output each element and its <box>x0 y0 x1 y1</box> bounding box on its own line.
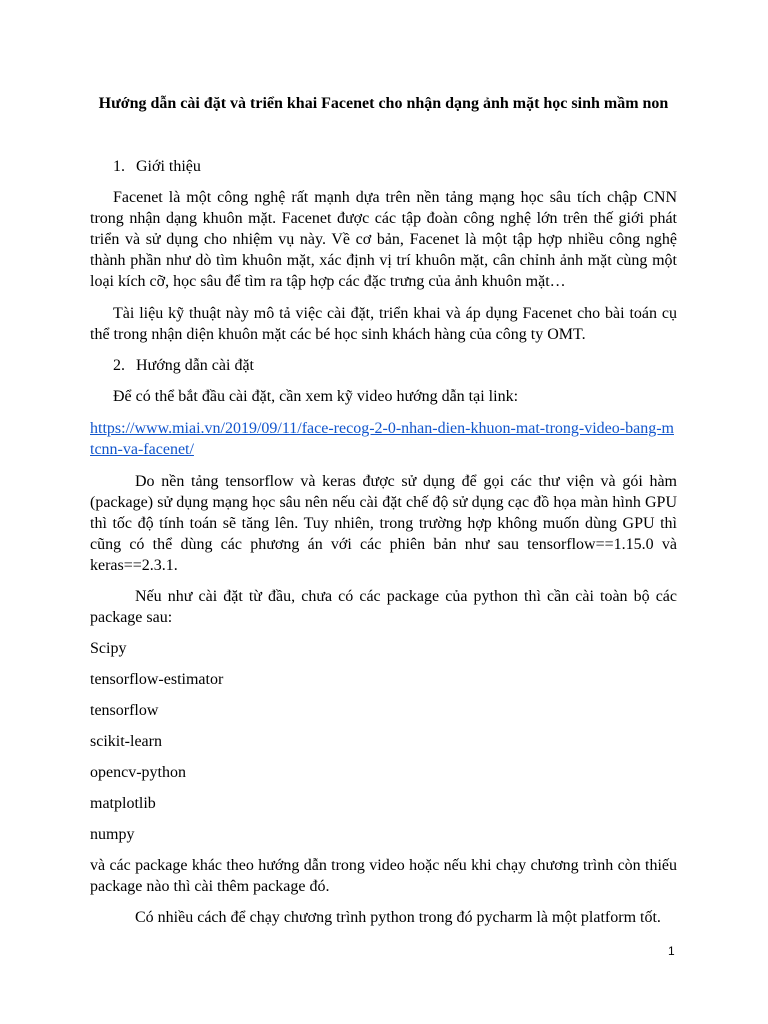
tutorial-link[interactable]: https://www.miai.vn/2019/09/11/face-recog-2-0-nhan-dien-khuon-mat-trong-video-bang-mtcnn-va-facenet/ <box>90 420 674 458</box>
paragraph-tensorflow-gpu: Do nền tảng tensorflow và keras được sử dụng để gọi các thư viện và gói hàm (package) sử dụng mạng học sâu nên nếu cài đặt chế độ sử dụng cạc đồ họa màn hình GPU thì tốc độ tính toán sẽ tăng lên. Tuy nhiên, trong trường hợp không muốn dùng GPU thì cũng có thể dùng các phương án với các phiên bản như sau tensorflow==1.15.0 và keras==2.3.1. <box>90 473 677 574</box>
paragraph-other-packages: và các package khác theo hướng dẫn trong video hoặc nếu khi chạy chương trình còn thiếu package nào thì cài thêm package đó. <box>90 857 677 895</box>
section-number: 1. <box>113 158 125 175</box>
package-item: numpy <box>90 826 135 843</box>
package-item: tensorflow <box>90 702 159 719</box>
package-item: tensorflow-estimator <box>90 671 224 688</box>
package-item: opencv-python <box>90 764 186 781</box>
paragraph-document-purpose: Tài liệu kỹ thuật này mô tả việc cài đặt, triển khai và áp dụng Facenet cho bài toán cụ thể trong nhận diện khuôn mặt các bé học sinh khách hàng của công ty OMT. <box>90 305 677 343</box>
document-body <box>90 94 677 928</box>
page-number: 1 <box>668 944 675 958</box>
section-number: 2. <box>113 357 125 374</box>
paragraph-facenet-intro: Facenet là một công nghệ rất mạnh dựa trên nền tảng mạng học sâu tích chập CNN trong nhận dạng khuôn mặt. Facenet được các tập đoàn công nghệ lớn trên thế giới phát triển và sử dụng cho nhiệm vụ này. Về cơ bản, Facenet là một tập hợp nhiều công nghệ thành phần như dò tìm khuôn mặt, xác định vị trí khuôn mặt, cân chỉnh ảnh mặt cùng một loại kích cỡ, học sâu để tìm ra tập hợp các đặc trưng của ảnh khuôn mặt… <box>90 189 677 290</box>
paragraph-video-intro: Để có thể bắt đầu cài đặt, cần xem kỹ video hướng dẫn tại link: <box>113 388 519 405</box>
paragraph-packages-intro: Nếu như cài đặt từ đầu, chưa có các package của python thì cần cài toàn bộ các package sau: <box>90 588 677 626</box>
document-title: Hướng dẫn cài đặt và triển khai Facenet cho nhận dạng ảnh mặt học sinh mầm non <box>98 95 669 112</box>
paragraph-pycharm: Có nhiều cách để chạy chương trình python trong đó pycharm là một platform tốt. <box>135 909 661 926</box>
section-heading-install <box>90 355 677 376</box>
section-title: Hướng dẫn cài đặt <box>136 357 254 374</box>
package-item: Scipy <box>90 640 127 657</box>
package-item: scikit-learn <box>90 733 162 750</box>
section-heading-intro <box>90 156 677 177</box>
package-item: matplotlib <box>90 795 156 812</box>
section-title: Giới thiệu <box>136 158 201 175</box>
